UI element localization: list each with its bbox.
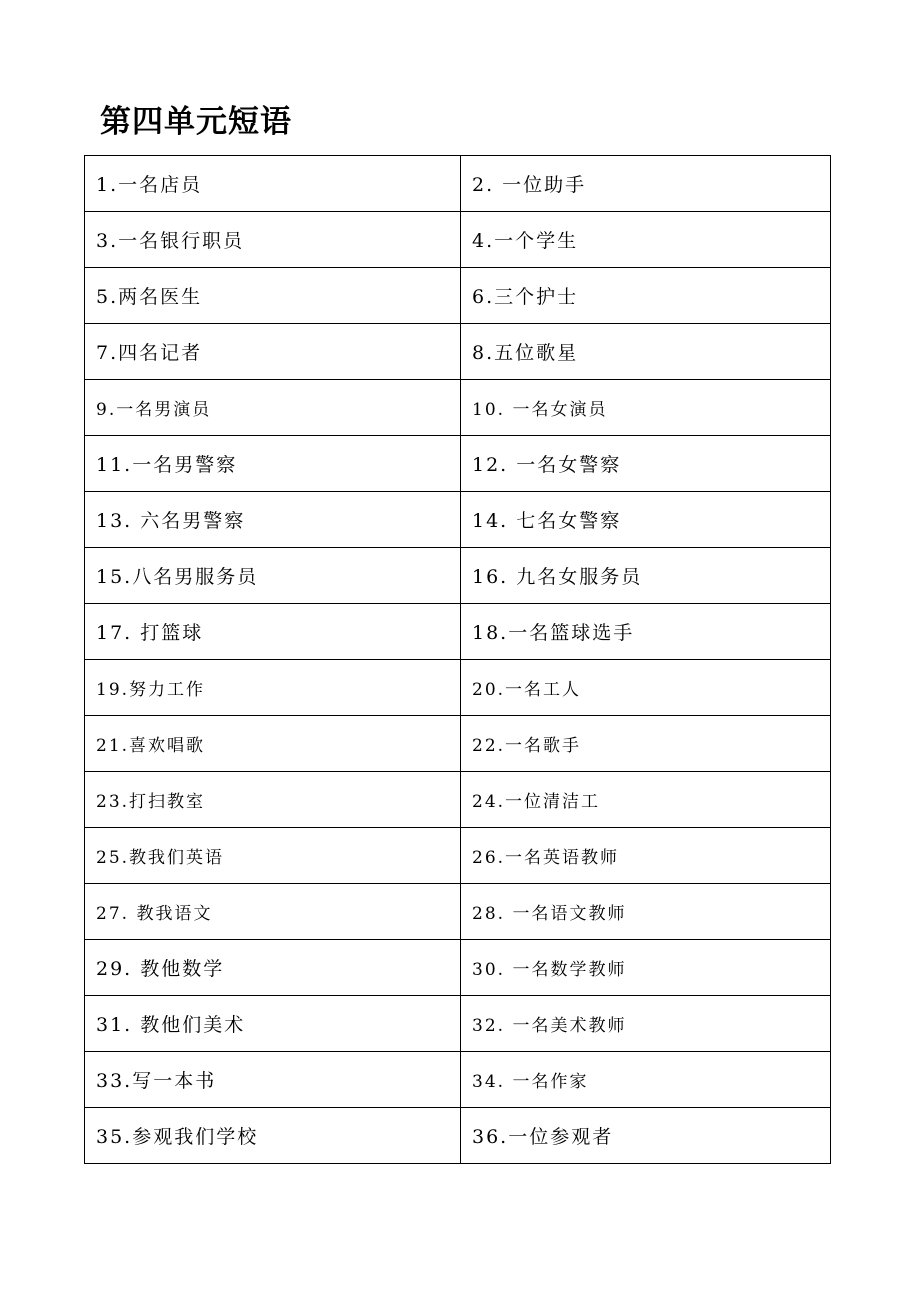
page-title: 第四单元短语 [100,104,292,140]
phrase-cell-34: 34. 一名作家 [461,1052,831,1108]
phrase-cell-14: 14. 七名女警察 [461,492,831,548]
phrase-cell-5: 5.两名医生 [85,268,461,324]
phrase-cell-4: 4.一个学生 [461,212,831,268]
phrase-cell-17: 17. 打篮球 [85,604,461,660]
phrase-cell-22: 22.一名歌手 [461,716,831,772]
phrase-cell-3: 3.一名银行职员 [85,212,461,268]
phrase-cell-9: 9.一名男演员 [85,380,461,436]
phrase-cell-36: 36.一位参观者 [461,1108,831,1164]
table-row [85,772,831,828]
table-row [85,716,831,772]
table-row [85,492,831,548]
phrase-cell-23: 23.打扫教室 [85,772,461,828]
phrase-cell-6: 6.三个护士 [461,268,831,324]
phrase-cell-35: 35.参观我们学校 [85,1108,461,1164]
phrase-cell-15: 15.八名男服务员 [85,548,461,604]
table-row [85,828,831,884]
table-row [85,1052,831,1108]
phrase-cell-31: 31. 教他们美术 [85,996,461,1052]
phrase-cell-27: 27. 教我语文 [85,884,461,940]
table-row [85,380,831,436]
table-row [85,212,831,268]
phrase-cell-33: 33.写一本书 [85,1052,461,1108]
table-row [85,324,831,380]
table-row [85,660,831,716]
table-row [85,940,831,996]
phrase-cell-20: 20.一名工人 [461,660,831,716]
phrase-cell-10: 10. 一名女演员 [461,380,831,436]
phrase-cell-19: 19.努力工作 [85,660,461,716]
phrase-cell-18: 18.一名篮球选手 [461,604,831,660]
phrase-cell-8: 8.五位歌星 [461,324,831,380]
phrase-cell-21: 21.喜欢唱歌 [85,716,461,772]
phrase-cell-7: 7.四名记者 [85,324,461,380]
table-row [85,604,831,660]
table-row [85,268,831,324]
table-row [85,436,831,492]
phrase-cell-28: 28. 一名语文教师 [461,884,831,940]
table-row [85,1108,831,1164]
phrase-cell-1: 1.一名店员 [85,156,461,212]
phrase-cell-11: 11.一名男警察 [85,436,461,492]
phrase-cell-2: 2. 一位助手 [461,156,831,212]
table-row [85,548,831,604]
phrase-cell-26: 26.一名英语教师 [461,828,831,884]
phrase-cell-30: 30. 一名数学教师 [461,940,831,996]
phrase-cell-25: 25.教我们英语 [85,828,461,884]
phrase-cell-24: 24.一位清洁工 [461,772,831,828]
phrase-cell-29: 29. 教他数学 [85,940,461,996]
phrase-cell-16: 16. 九名女服务员 [461,548,831,604]
table-row [85,156,831,212]
phrase-cell-12: 12. 一名女警察 [461,436,831,492]
phrase-cell-13: 13. 六名男警察 [85,492,461,548]
phrase-cell-32: 32. 一名美术教师 [461,996,831,1052]
table-row [85,884,831,940]
table-row [85,996,831,1052]
phrase-table [84,155,831,1164]
